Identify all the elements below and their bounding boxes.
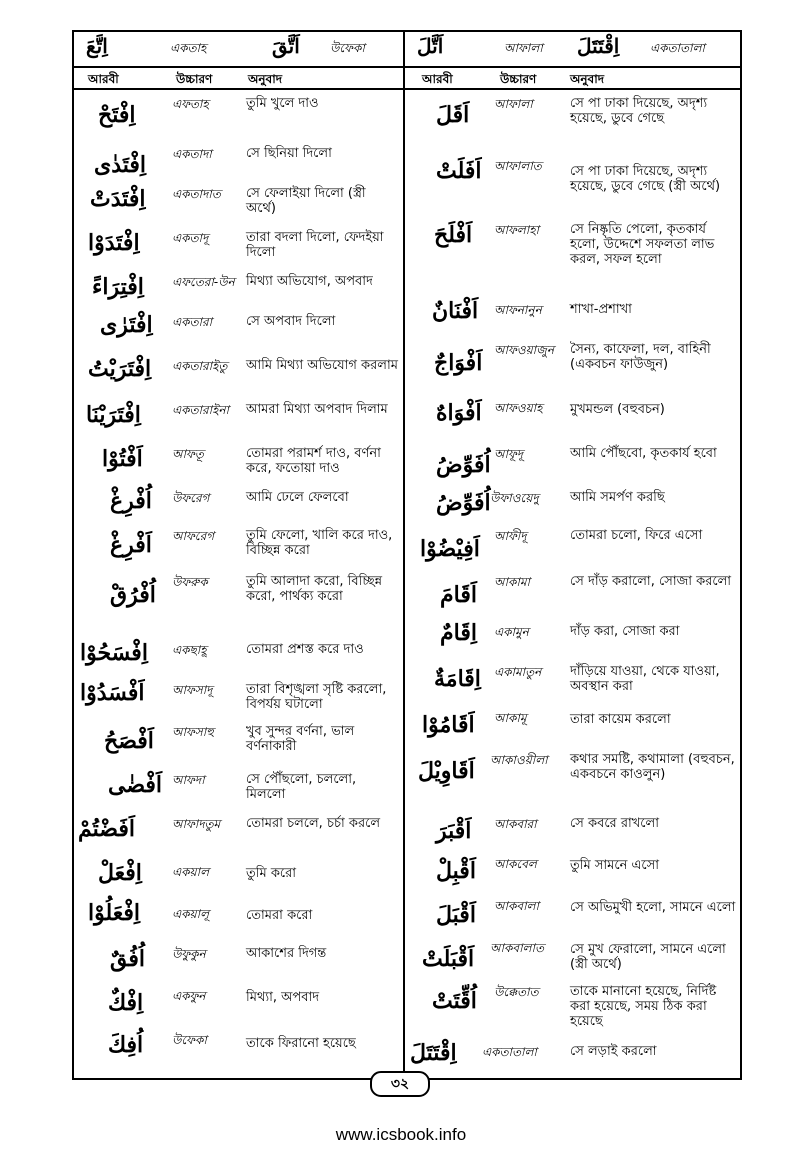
- entry-arabic: اَفَلَتْ: [436, 158, 482, 184]
- entry-translit: আফরেগ: [172, 529, 215, 543]
- entry-arabic: اِفْكٌ: [108, 990, 144, 1016]
- entry-arabic: اَقْبَلَ: [436, 902, 476, 928]
- entry-translit: আকামূ: [494, 711, 527, 725]
- entry-translit: আকাওয়ীলা: [490, 753, 548, 767]
- entry-meaning: তুমি আলাদা করো, বিচ্ছিন্ন করো, পার্থক্য করো: [246, 574, 383, 604]
- entry-arabic: اَقْبَرَ: [436, 818, 472, 844]
- entry-translit: একতাতালা: [482, 1045, 537, 1059]
- entry-meaning: আমি সমর্পণ করছি: [570, 490, 665, 505]
- entry-meaning: মুখমন্ডল (বহুবচন): [570, 402, 665, 417]
- entry-meaning: আমি মিথ্যা অভিযোগ করলাম: [246, 358, 398, 373]
- entry-meaning: তাকে মানানো হয়েছে, নির্দিষ্ট করা হয়েছে, সময় ঠিক করা হয়েছে: [570, 984, 717, 1029]
- entry-translit: আফালাত: [494, 159, 542, 173]
- entry-translit: উফুকুন: [172, 947, 206, 961]
- entry-arabic: اِفْعَلُوْا: [88, 900, 141, 926]
- entry-translit: আকবালাত: [490, 941, 544, 955]
- entry-arabic: اُفَوِّضُ: [436, 452, 491, 478]
- header-translit: একতাহ: [170, 41, 207, 55]
- entry-arabic: اِقَامَةٌ: [434, 666, 481, 692]
- entry-arabic: اُفَوِّضُ: [436, 490, 491, 516]
- entry-arabic: اَقَلَ: [436, 102, 470, 128]
- entry-arabic: اِفْتَدَوْا: [88, 230, 140, 256]
- entry-translit: একয়ালূ: [172, 907, 210, 921]
- entry-meaning: সে দাঁড় করালো, সোজা করলো: [570, 574, 732, 589]
- entry-meaning: সে অভিমুখী হলো, সামনে এলো: [570, 900, 736, 915]
- entry-meaning: দাঁড়িয়ে যাওয়া, থেকে যাওয়া, অবস্থান করা: [570, 664, 720, 694]
- entry-arabic: اِفْتَدَتْ: [90, 186, 146, 212]
- entry-meaning: শাখা-প্রশাখা: [570, 302, 632, 317]
- entry-arabic: اَفْضٰى: [108, 772, 163, 798]
- entry-translit: একতাদাত: [172, 187, 221, 201]
- entry-meaning: দাঁড় করা, সোজা করা: [570, 624, 680, 639]
- entry-meaning: তোমরা চললে, চর্চা করলে: [246, 816, 381, 831]
- header-arabic: اَتَّقَ: [272, 34, 300, 58]
- entry-meaning: সে ফেলাইয়া দিলো (স্ত্রী অর্থে): [246, 186, 366, 216]
- entry-meaning: মিথ্যা অভিযোগ, অপবাদ: [246, 274, 373, 289]
- header-translit: আফালা: [504, 41, 543, 55]
- column-headings: [72, 68, 742, 90]
- entry-arabic: اِفْتَرٰى: [100, 312, 153, 338]
- entry-translit: একামাতুন: [494, 665, 542, 679]
- entry-translit: একামুন: [494, 625, 529, 639]
- col-head-translit: উচ্চারণ: [500, 72, 537, 86]
- entry-arabic: اَفِيْضُوْا: [420, 536, 480, 562]
- entry-meaning: তুমি ফেলো, খালি করে দাও, বিচ্ছিন্ন করো: [246, 528, 393, 558]
- entry-translit: একতারাইতু: [172, 359, 228, 373]
- entry-meaning: সে ছিনিয়া দিলো: [246, 146, 332, 161]
- entry-translit: আকামা: [494, 575, 531, 589]
- entry-translit: একতাদূ: [172, 231, 209, 245]
- entry-arabic: اَفْوَاجٌ: [434, 350, 483, 376]
- entry-arabic: اَفْرِغْ: [110, 532, 152, 558]
- entry-meaning: সে পা ঢাকা দিয়েছে, অদৃশ্য হয়েছে, ডুবে গেছে (স্ত্রী অর্থে): [570, 164, 721, 194]
- entry-meaning: তুমি করো: [246, 866, 297, 881]
- entry-meaning: আকাশের দিগন্ত: [246, 946, 327, 961]
- entry-translit: আফসাদূ: [172, 683, 213, 697]
- entry-meaning: সে লড়াই করলো: [570, 1044, 657, 1059]
- entry-translit: একতারাইনা: [172, 403, 229, 417]
- col-head-meaning: অনুবাদ: [570, 72, 605, 86]
- entry-meaning: তারা বিশৃঙ্খলা সৃষ্টি করলো, বিপর্যয় ঘটালো: [246, 682, 387, 712]
- entry-translit: আকবেল: [494, 857, 537, 871]
- entry-translit: আফালা: [494, 97, 533, 111]
- entry-arabic: اِقَامٌ: [440, 620, 477, 646]
- col-head-arabic: আরবী: [422, 72, 453, 86]
- entry-meaning: আমরা মিথ্যা অপবাদ দিলাম: [246, 402, 388, 417]
- entry-translit: উফেকা: [172, 1033, 207, 1047]
- entry-meaning: সে মুখ ফেরালো, সামনে এলো (স্ত্রী অর্থে): [570, 942, 726, 972]
- header-translit: উফেকা: [330, 41, 365, 55]
- entry-translit: আফীদূ: [494, 529, 527, 543]
- entry-translit: আফওয়াজুন: [494, 343, 555, 357]
- entry-translit: আফদা: [172, 773, 205, 787]
- entry-arabic: اَفْلَحَ: [434, 222, 473, 248]
- entry-arabic: اِفْتِرَاءً: [92, 274, 144, 300]
- entry-translit: আকবারা: [494, 817, 537, 831]
- entry-translit: একতারা: [172, 315, 213, 329]
- entry-translit: আফওয়াহ: [494, 401, 543, 415]
- entry-translit: আফতূ: [172, 447, 204, 461]
- entry-meaning: আমি ঢেলে ফেলবো: [246, 490, 349, 505]
- entry-translit: উফরেগ: [172, 491, 210, 505]
- column-divider: [403, 30, 405, 1080]
- entry-translit: উফাওয়েদু: [490, 491, 539, 505]
- entry-arabic: اَفْوَاهٌ: [436, 400, 482, 426]
- entry-arabic: اَقْبِلْ: [436, 858, 476, 884]
- entry-meaning: সে পা ঢাকা দিয়েছে, অদৃশ্য হয়েছে, ডুবে গেছে: [570, 96, 708, 126]
- entry-meaning: তোমরা চলো, ফিরে এসো: [570, 528, 703, 543]
- entry-arabic: اِقْتَتَلَ: [410, 1040, 457, 1066]
- header-arabic: اَتَّلَ: [417, 34, 444, 58]
- entry-arabic: اُفْرُقْ: [110, 582, 156, 608]
- entry-meaning: তারা বদলা দিলো, ফেদইয়া দিলো: [246, 230, 384, 260]
- page-number: ৩২: [370, 1071, 430, 1097]
- entry-meaning: তুমি খুলে দাও: [246, 96, 319, 111]
- entry-arabic: اِفْتَحْ: [98, 102, 136, 128]
- header-arabic: اِتَّعَ: [86, 34, 108, 58]
- entry-arabic: اُفْرِغْ: [110, 488, 152, 514]
- entry-translit: আফূদূ: [494, 447, 524, 461]
- entry-arabic: اَفْنَانٌ: [432, 298, 479, 324]
- entry-meaning: আমি পৌঁছবো, কৃতকার্য হবো: [570, 446, 717, 461]
- entry-meaning: তুমি সামনে এসো: [570, 858, 659, 873]
- entry-arabic: اُفُقٌ: [110, 946, 145, 972]
- entry-arabic: اُفِكَ: [108, 1032, 144, 1058]
- entry-arabic: اَقَامَ: [440, 582, 477, 608]
- entry-meaning: মিথ্যা, অপবাদ: [246, 990, 320, 1005]
- entry-translit: একছাহূ: [172, 643, 207, 657]
- entry-meaning: তোমরা পরামর্শ দাও, বর্ণনা করে, ফতোয়া দাও: [246, 446, 381, 476]
- entry-arabic: اِفْتَدٰى: [94, 152, 147, 178]
- entry-arabic: اَفْصَحُ: [104, 728, 154, 754]
- entry-arabic: اِفْتَرَيْنَا: [86, 402, 141, 428]
- entry-translit: আফনানুন: [494, 303, 542, 317]
- entry-meaning: সে নিষ্কৃতি পেলো, কৃতকার্য হলো, উদ্দেশে সফলতা লাভ করল, সফল হলো: [570, 222, 715, 267]
- col-head-meaning: অনুবাদ: [248, 72, 283, 86]
- footer-url: www.icsbook.info: [335, 1125, 467, 1144]
- entry-meaning: খুব সুন্দর বর্ণনা, ভাল বর্ণনাকারী: [246, 724, 355, 754]
- entry-translit: আকবালা: [494, 899, 539, 913]
- entry-arabic: اَفْسَدُوْا: [80, 680, 145, 706]
- entry-arabic: اَفَضْتُمْ: [78, 816, 135, 842]
- entry-translit: উক্কেতাত: [494, 985, 539, 999]
- entry-translit: আফলাহা: [494, 223, 539, 237]
- entry-arabic: اِفْتَرَيْتُ: [88, 356, 152, 382]
- entry-meaning: তাকে ফিরানো হয়েছে: [246, 1036, 356, 1051]
- header-translit: একতাতালা: [650, 41, 705, 55]
- entry-arabic: اَقَامُوْا: [422, 712, 475, 738]
- entry-translit: উফরুক: [172, 575, 208, 589]
- entry-translit: এফতেরা-উন: [172, 275, 235, 289]
- entry-meaning: সে পৌঁছলো, চললো, মিললো: [246, 772, 357, 802]
- entry-arabic: اَقْبَلَتْ: [422, 946, 475, 972]
- entry-translit: একতাদা: [172, 147, 212, 161]
- entry-meaning: তারা কায়েম করলো: [570, 712, 671, 727]
- header-arabic: اِقْتَتَلَ: [577, 34, 620, 58]
- entry-meaning: সে কবরে রাখলো: [570, 816, 659, 831]
- col-head-translit: উচ্চারণ: [176, 72, 213, 86]
- entry-arabic: اُقِّتَتْ: [432, 988, 477, 1014]
- entry-arabic: اِفْسَحُوْا: [80, 640, 148, 666]
- entry-meaning: সৈন্য, কাফেলা, দল, বাহিনী (একবচন ফাউজুন): [570, 342, 711, 372]
- entry-arabic: اَفْتُوْا: [102, 446, 143, 472]
- entry-translit: একফুন: [172, 989, 206, 1003]
- entry-meaning: তোমরা প্রশস্ত করে দাও: [246, 642, 364, 657]
- entry-arabic: اَقَاوِيْلَ: [418, 758, 475, 784]
- entry-arabic: اِفْعَلْ: [98, 860, 142, 886]
- entry-meaning: সে অপবাদ দিলো: [246, 314, 336, 329]
- entry-translit: একয়াল: [172, 865, 210, 879]
- header-band: [72, 30, 742, 68]
- entry-translit: এফতাহ: [172, 97, 209, 111]
- entry-translit: আফাদতুম: [172, 817, 221, 831]
- col-head-arabic: আরবী: [88, 72, 119, 86]
- entry-translit: আফসাহু: [172, 725, 214, 739]
- entry-meaning: কথার সমষ্টি, কথামালা (বহুবচন, একবচনে কাওলুন): [570, 752, 735, 782]
- entry-meaning: তোমরা করো: [246, 908, 313, 923]
